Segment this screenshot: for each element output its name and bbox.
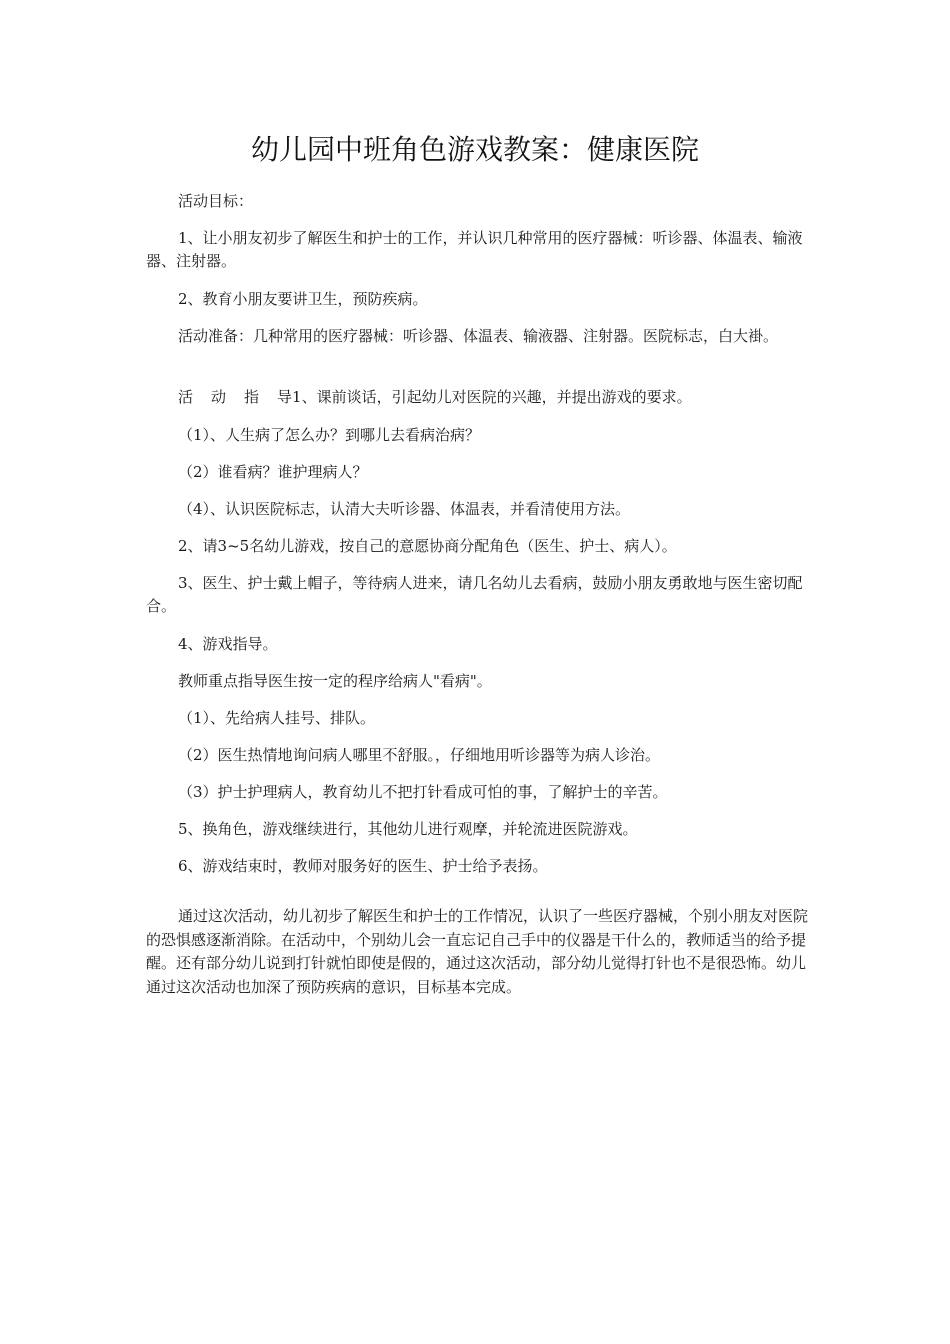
paragraph-guidance-5: 5、换角色，游戏继续进行，其他幼儿进行观摩，并轮流进医院游戏。 — [178, 820, 638, 838]
paragraph-objectives-heading: 活动目标： — [178, 192, 254, 210]
paragraph-preparation: 活动准备：几种常用的医疗器械：听诊器、体温表、输液器、注射器。医院标志，白大褂。 — [178, 327, 779, 345]
paragraph-guidance-2: 2、请3~5名幼儿游戏，按自己的意愿协商分配角色（医生、护士、病人）。 — [178, 537, 677, 555]
paragraph-guidance-6: 6、游戏结束时，教师对服务好的医生、护士给予表扬。 — [178, 857, 548, 875]
paragraph-objective-1: 1、让小朋友初步了解医生和护士的工作，并认识几种常用的医疗器械：听诊器、体温表、输液器、注射器。 — [146, 229, 803, 270]
paragraph-teacher-guidance: 教师重点指导医生按一定的程序给病人"看病"。 — [178, 672, 492, 690]
guidance-char-3: 指 — [244, 388, 260, 406]
paragraph-step-1: （1）、先给病人挂号、排队。 — [178, 709, 376, 727]
paragraph-guidance-1 — [146, 386, 810, 409]
paragraph-objective-2: 2、教育小朋友要讲卫生，预防疾病。 — [178, 290, 428, 308]
guidance-char-1: 活 — [178, 388, 194, 406]
paragraph-guidance-4: 4、游戏指导。 — [178, 635, 278, 653]
paragraph-step-2: （2）医生热情地询问病人哪里不舒服。，仔细地用听诊器等为病人诊治。 — [178, 746, 661, 764]
paragraph-guidance-3: 3、医生、护士戴上帽子，等待病人进来，请几名幼儿去看病，鼓励小朋友勇敢地与医生密切配合。 — [146, 574, 803, 615]
guidance-char-2: 动 — [211, 388, 227, 406]
document-title: 幼儿园中班角色游戏教案：健康医院 — [250, 133, 699, 166]
paragraph-guidance-q1: （1）、人生病了怎么办？到哪儿去看病治病？ — [178, 426, 481, 444]
paragraph-guidance-q4: （4）、认识医院标志，认清大夫听诊器、体温表，并看清使用方法。 — [178, 500, 631, 518]
paragraph-step-3: （3）护士护理病人，教育幼儿不把打针看成可怕的事，了解护士的辛苦。 — [178, 783, 668, 801]
paragraph-guidance-q2: （2）谁看病？谁护理病人？ — [178, 463, 368, 481]
paragraph-reflection: 通过这次活动，幼儿初步了解医生和护士的工作情况，认识了一些医疗器械，个别小朋友对医院的恐惧感逐渐消除。在活动中，个别幼儿会一直忘记自己手中的仪器是干什么的，教师适当的给予提醒。还有部分幼儿说到打针就怕即使是假的，通过这次活动，部分幼儿觉得打针也不是很恐怖。幼儿通过这次活动也加深了预防疾病的意识，目标基本完成。 — [146, 907, 809, 996]
guidance-rest: 导1、课前谈话，引起幼儿对医院的兴趣，并提出游戏的要求。 — [277, 388, 692, 406]
